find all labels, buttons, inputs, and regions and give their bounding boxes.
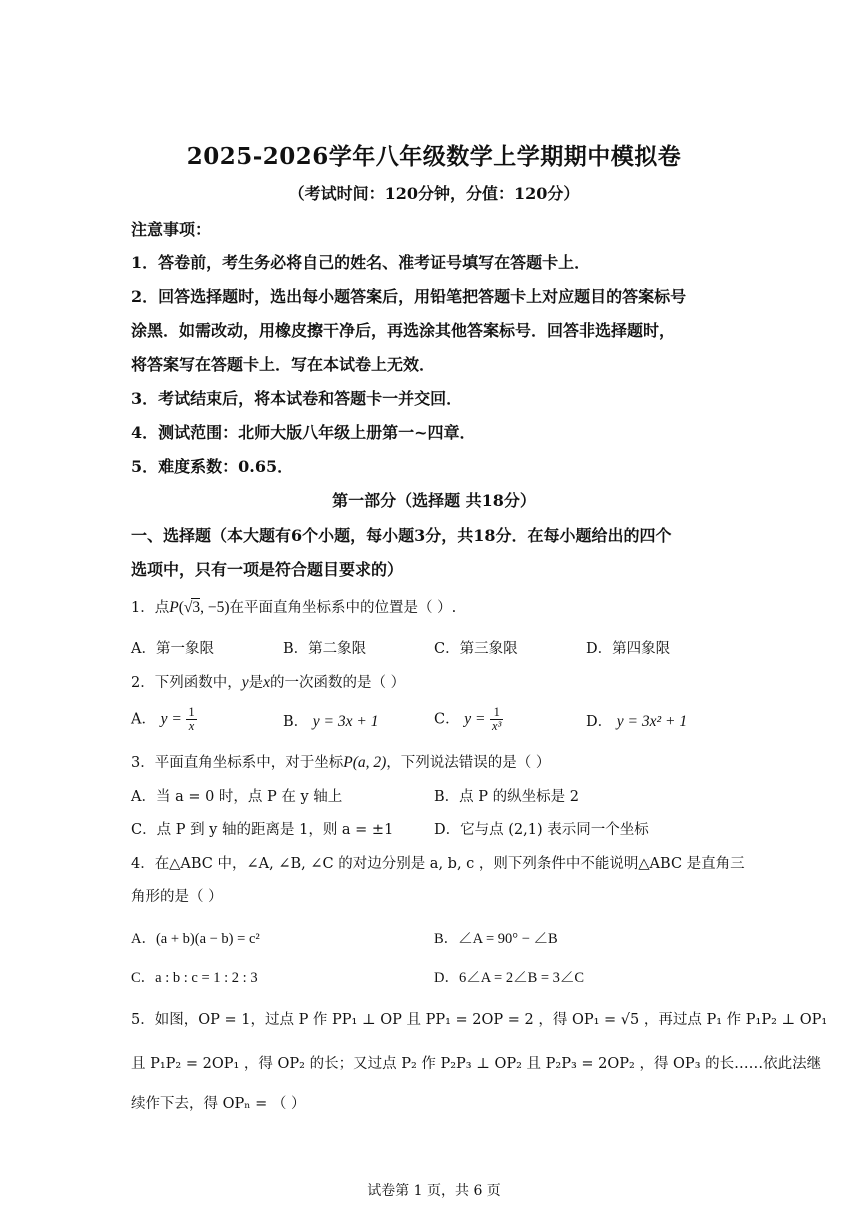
question-4-option-b: B．∠A = 90° − ∠B <box>434 931 558 947</box>
question-1-option-a: A．第一象限 <box>131 641 214 657</box>
question-2-option-d-label: D． <box>586 714 613 730</box>
question-1-sqrt-value: 3 <box>192 599 201 616</box>
fraction-numerator: 1 <box>188 705 195 719</box>
question-2-option-c <box>434 706 503 733</box>
question-5-line-2: 且 P₁P₂ = 2OP₁ ，得 OP₂ 的长；又过点 P₂ 作 P₂P₃ ⊥ OP₂ 且 P₂P₃ = 2OP₂ ，得 OP₃ 的长……依此法继 <box>131 1056 822 1072</box>
question-1-suffix: 在平面直角坐标系中的位置是（ ）. <box>229 600 457 616</box>
question-2-option-c-lhs: y = <box>464 710 486 728</box>
question-2-stem-part-a: 2．下列函数中， <box>131 675 242 691</box>
question-4-option-d: D．6∠A = 2∠B = 3∠C <box>434 970 585 986</box>
page-subtitle: （考试时间：120分钟，分值：120分） <box>288 184 580 203</box>
question-2-option-a-label: A． <box>131 711 156 728</box>
question-1-point: P <box>169 599 179 616</box>
notice-item-1: 1．答卷前，考生务必将自己的姓名、准考证号填写在答题卡上． <box>131 253 591 272</box>
question-2-option-c-fraction <box>490 706 503 733</box>
question-1-option-c: C．第三象限 <box>434 641 518 657</box>
question-3-stem <box>131 751 550 772</box>
question-2-stem <box>131 671 405 692</box>
notice-item-2-line-3: 将答案写在答题卡上．写在本试卷上无效． <box>131 355 436 374</box>
question-2-var-x: x <box>263 674 271 691</box>
question-3-stem-part-b: ，下列说法错误的是（ ） <box>386 755 551 771</box>
notice-heading: 注意事项： <box>131 220 212 239</box>
fraction-numerator: 1 <box>490 706 503 720</box>
question-4-line-1: 4．在△ABC 中，∠A, ∠B, ∠C 的对边分别是 a, b, c ，则下列条件中不能说明△ABC 是直角三 <box>131 856 745 872</box>
question-2-option-c-label: C． <box>434 711 460 728</box>
question-3-option-a: A．当 a = 0 时，点 P 在 y 轴上 <box>131 789 343 805</box>
question-2-var-y: y <box>241 674 249 691</box>
question-3-option-d: D．它与点 (2,1) 表示同一个坐标 <box>434 822 649 838</box>
section-one-line-1: 一、选择题（本大题有6个小题，每小题3分，共18分．在每小题给出的四个 <box>131 526 672 545</box>
question-1-option-b: B．第二象限 <box>283 641 367 657</box>
fraction-denominator: x <box>188 719 195 733</box>
page-title: 2025-2026学年八年级数学上学期期中模拟卷 <box>186 143 682 170</box>
question-2-option-d <box>586 710 687 731</box>
question-3-option-c: C．点 P 到 y 轴的距离是 1，则 a = ±1 <box>131 822 394 838</box>
question-2-option-b-label: B． <box>283 714 309 730</box>
question-1-coord-rest: , −5) <box>200 599 230 616</box>
question-1-stem <box>131 596 456 617</box>
question-2-stem-part-c: 的一次函数的是（ ） <box>270 675 406 691</box>
part-one-heading: 第一部分（选择题 共18分） <box>332 491 536 510</box>
fraction-denominator: x³ <box>492 719 502 733</box>
question-4-option-c: C．a : b : c = 1 : 2 : 3 <box>131 970 258 986</box>
question-5-line-1: 5．如图，OP = 1，过点 P 作 PP₁ ⊥ OP 且 PP₁ = 2OP = 2 ，得 OP₁ = √5 ，再过点 P₁ 作 P₁P₂ ⊥ OP₁ <box>131 1012 828 1028</box>
question-1-prefix: 1．点 <box>131 600 170 616</box>
question-3-point: P(a, 2) <box>343 754 387 771</box>
question-2-option-a-lhs: y = <box>160 710 182 728</box>
question-2-stem-part-b: 是 <box>248 675 264 691</box>
question-1-option-d: D．第四象限 <box>586 641 671 657</box>
question-2-option-a-fraction <box>186 706 196 733</box>
notice-item-2-line-1: 2．回答选择题时，选出每小题答案后，用铅笔把答题卡上对应题目的答案标号 <box>131 287 687 306</box>
question-3-option-b: B．点 P 的纵坐标是 2 <box>434 789 579 805</box>
notice-item-2-line-2: 涂黑．如需改动，用橡皮擦干净后，再选涂其他答案标号．回答非选择题时， <box>131 321 676 340</box>
notice-item-5: 5．难度系数：0.65． <box>131 457 294 476</box>
question-2-option-b-expr: y = 3x + 1 <box>312 713 379 730</box>
question-2-option-b <box>283 710 378 731</box>
question-1-sqrt-sign: √ <box>183 599 193 616</box>
question-4-line-2: 角形的是（ ） <box>131 889 223 905</box>
question-2-option-a <box>131 706 197 733</box>
question-4-option-a: A．(a + b)(a − b) = c² <box>131 931 260 947</box>
question-5-line-3: 续作下去，得 OPₙ = （ ） <box>131 1096 306 1112</box>
notice-item-3: 3．考试结束后，将本试卷和答题卡一并交回． <box>131 389 463 408</box>
question-3-stem-part-a: 3．平面直角坐标系中，对于坐标 <box>131 755 344 771</box>
question-1-coord-open: ( <box>178 599 184 616</box>
section-one-line-2: 选项中，只有一项是符合题目要求的） <box>131 560 404 579</box>
question-2-option-d-expr: y = 3x² + 1 <box>616 713 688 730</box>
page-footer: 试卷第 1 页，共 6 页 <box>367 1183 501 1199</box>
notice-item-4: 4．测试范围：北师大版八年级上册第一~四章． <box>131 423 476 442</box>
